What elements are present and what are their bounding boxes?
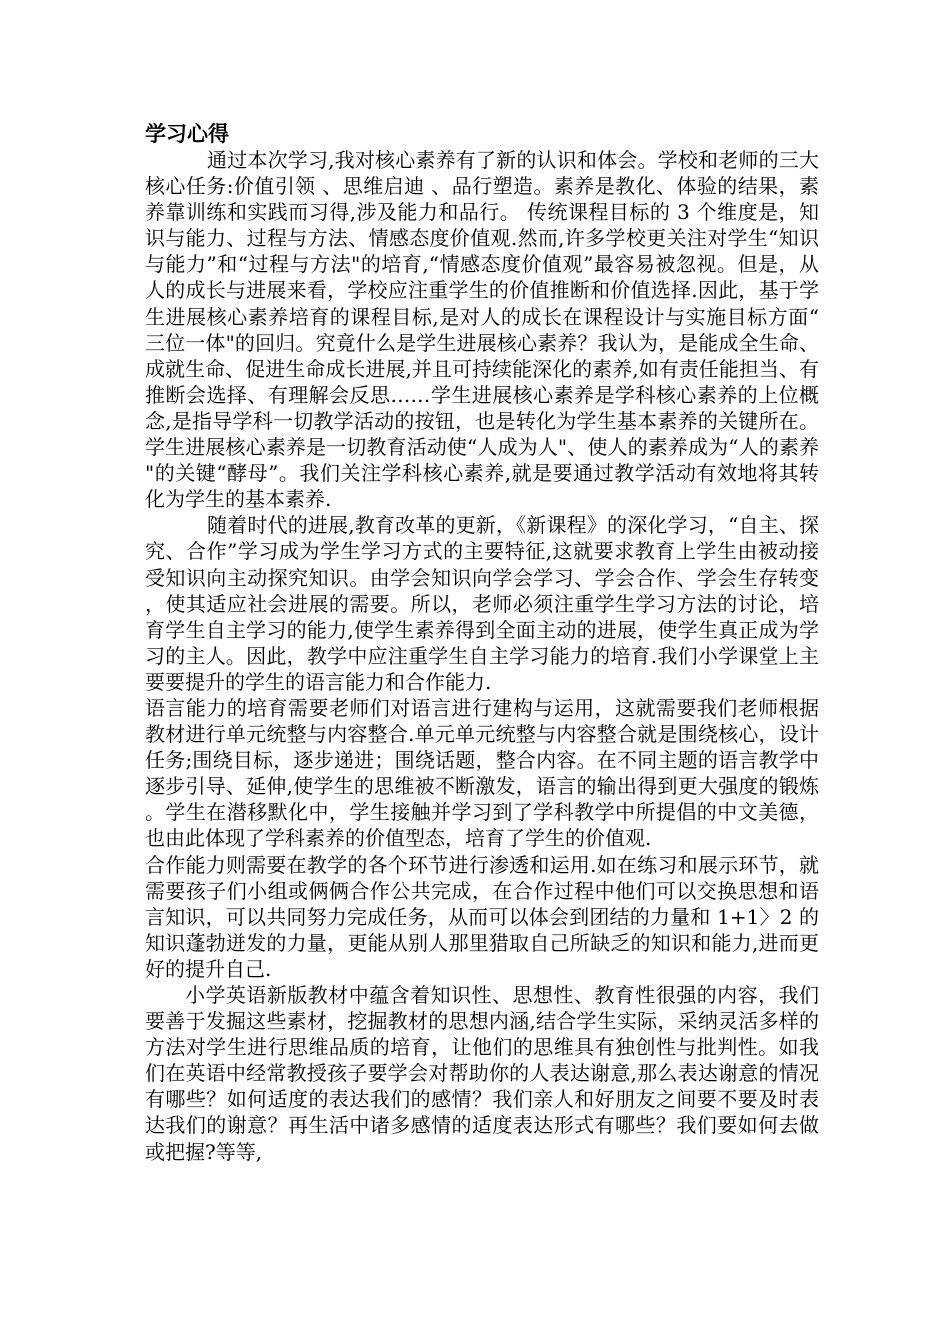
- paragraph-core-literacy: 通过本次学习,我对核心素养有了新的认识和体会。学校和老师的三大核心任务:价值引领 、思维启迪 、品行塑造。素养是教化、体验的结果，素养靠训练和实践而习得,涉及能力和品行。 传统课程目标的 3 个维度是，知识与能力、过程与方法、情感态度价值观.然而,许多学校更关注对学生“知识与能力”和“过程与方法"的培育,“情感态度价值观”最容易被忽视。但是，从人的成长与进展来看，学校应注重学生的价值推断和价值选择.因此，基于学生进展核心素养培育的课程目标,是对人的成长在课程设计与实施目标方面“三位一体"的回归。究竟什么是学生进展核心素养？我认为，是能成全生命、成就生命、促进生命成长进展,并且可持续能深化的素养,如有责任能担当、有推断会选择、有理解会反思……学生进展核心素养是学科核心素养的上位概念,是指导学科一切教学活动的按钮，也是转化为学生基本素养的关键所在。学生进展核心素养是一切教育活动使“人成为人"、使人的素养成为“人的素养"的关键“酵母”。我们关注学科核心素养,就是要通过教学活动有效地将其转化为学生的基本素养.: [145, 148, 819, 512]
- document-title: 学习心得: [145, 122, 229, 146]
- paragraph-cooperation-ability: 合作能力则需要在教学的各个环节进行渗透和运用.如在练习和展示环节，就需要孩子们小组或俩俩合作公共完成，在合作过程中他们可以交换思想和语言知识，可以共同努力完成任务，从而可以体会到团结的力量和 1+1〉2 的知识蓬勃迸发的力量，更能从别人那里猎取自己所缺乏的知识和能力,进而更好的提升自己.: [145, 852, 819, 981]
- paragraph-language-ability: 语言能力的培育需要老师们对语言进行建构与运用，这就需要我们老师根据教材进行单元统整与内容整合.单元单元统整与内容整合就是围绕核心，设计任务;围绕目标，逐步递进；围绕话题，整合内容。在不同主题的语言教学中逐步引导、延伸,使学生的思维被不断激发，语言的输出得到更大强度的锻炼。学生在潜移默化中，学生接触并学习到了学科教学中所提倡的中文美德，也由此体现了学科素养的价值型态，培育了学生的价值观.: [145, 695, 819, 851]
- paragraph-curriculum-reform: 随着时代的进展,教育改革的更新，《新课程》的深化学习，“自主、探究、合作”学习成为学生学习方式的主要特征,这就要求教育上学生由被动接受知识向主动探究知识。由学会知识向学会学习、学会合作、学会生存转变，使其适应社会进展的需要。所以，老师必须注重学生学习方法的讨论，培育学生自主学习的能力,使学生素养得到全面主动的进展，使学生真正成为学习的主人。因此，教学中应注重学生自主学习能力的培育.我们小学课堂上主要要提升的学生的语言能力和合作能力.: [145, 513, 819, 694]
- document-body: [145, 121, 819, 1165]
- paragraph-english-textbook: 小学英语新版教材中蕴含着知识性、思想性、教育性很强的内容，我们要善于发掘这些素材，挖掘教材的思想内涵,结合学生实际，采纳灵活多样的方法对学生进行思维品质的培育，让他们的思维具有独创性与批判性。如我们在英语中经常教授孩子要学会对帮助你的人表达谢意,那么表达谢意的情况有哪些？如何适度的表达我们的感情？我们亲人和好朋友之间要不要及时表达我们的谢意？再生活中诸多感情的适度表达形式有哪些？我们要如何去做或把握?等等,: [145, 983, 819, 1164]
